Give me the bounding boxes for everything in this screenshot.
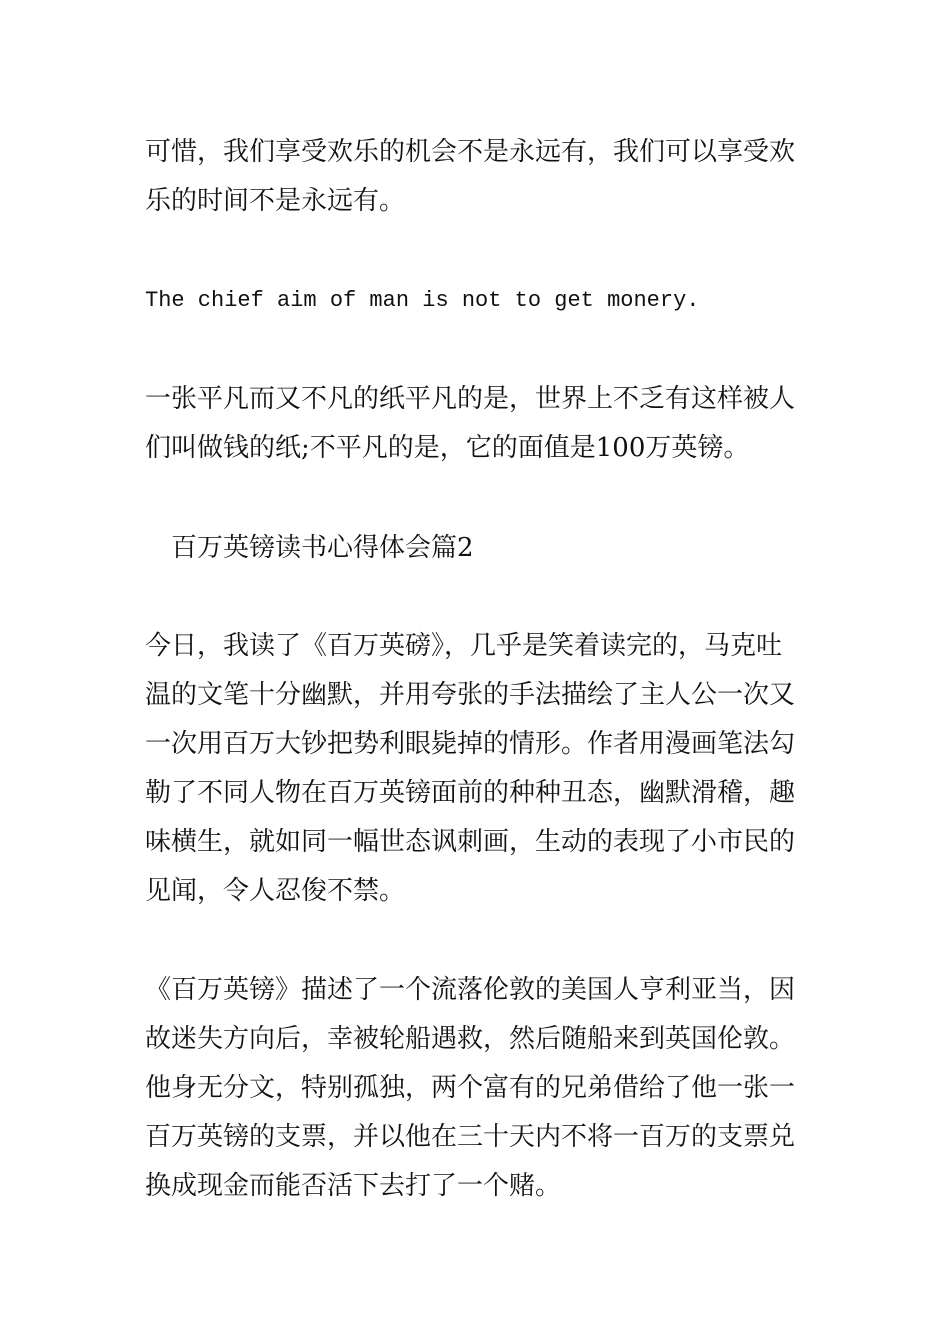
text-line: 温的文笔十分幽默，并用夸张的手法描绘了主人公一次又 — [145, 680, 796, 710]
text-line: 乐的时间不是永远有。 — [145, 186, 406, 216]
text-line: 见闻，令人忍俊不禁。 — [145, 876, 406, 906]
text-line: 换成现金而能否活下去打了一个赌。 — [145, 1171, 562, 1201]
paragraph-3 — [145, 375, 810, 473]
text-line: 《百万英镑》描述了一个流落伦敦的美国人亨利亚当，因 — [145, 975, 796, 1005]
text-line: 百万英镑的支票，并以他在三十天内不将一百万的支票兑 — [145, 1122, 796, 1152]
section-heading — [145, 524, 810, 573]
text-line: 可惜，我们享受欢乐的机会不是永远有，我们可以享受欢 — [145, 137, 796, 167]
text-line: 勒了不同人物在百万英镑面前的种种丑态，幽默滑稽，趣 — [145, 778, 796, 808]
text-line: The chief aim of man is not to get monery. — [145, 288, 700, 313]
paragraph-english-quote — [145, 276, 810, 325]
paragraph-6 — [145, 966, 810, 1211]
text-line: 故迷失方向后，幸被轮船遇救，然后随船来到英国伦敦。 — [145, 1024, 796, 1054]
paragraph-1 — [145, 128, 810, 226]
text-line: 今日，我读了《百万英磅》，几乎是笑着读完的，马克吐 — [145, 631, 783, 661]
text-line: 一次用百万大钞把势利眼毙掉的情形。作者用漫画笔法勾 — [145, 729, 796, 759]
text-line: 们叫做钱的纸;不平凡的是，它的面值是100万英镑。 — [145, 433, 750, 463]
text-line: 他身无分文，特别孤独，两个富有的兄弟借给了他一张一 — [145, 1073, 796, 1103]
paragraph-5 — [145, 622, 810, 916]
text-line: 味横生，就如同一幅世态讽刺画，生动的表现了小市民的 — [145, 827, 796, 857]
text-line: 一张平凡而又不凡的纸平凡的是，世界上不乏有这样被人 — [145, 384, 796, 414]
heading-text: 百万英镑读书心得体会篇2 — [145, 533, 474, 563]
